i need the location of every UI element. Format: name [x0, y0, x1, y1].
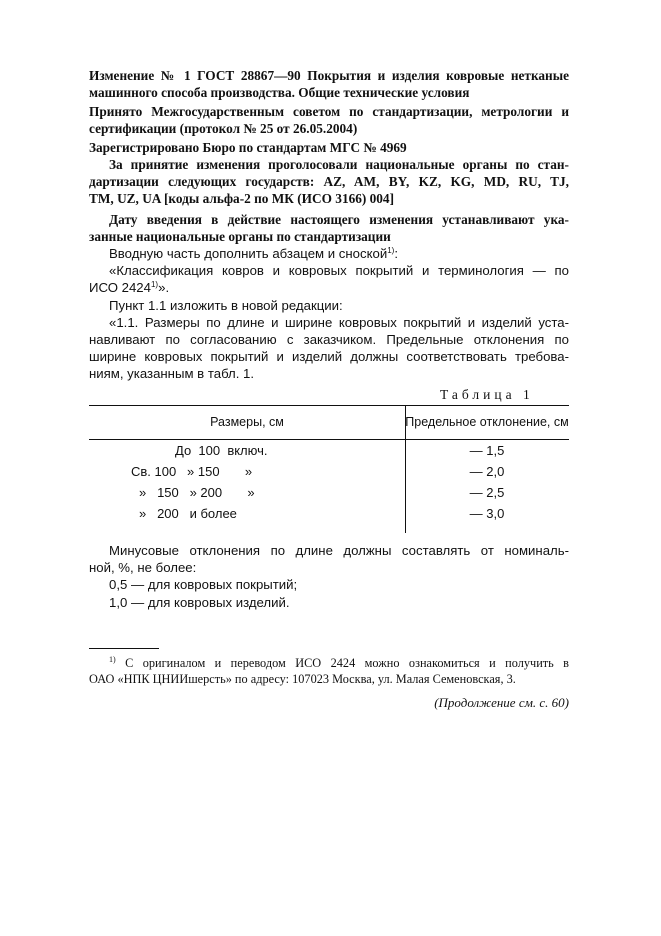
footnote	[89, 655, 569, 687]
intro-footnote-mark: 1)	[387, 246, 395, 255]
table-row-deviation: — 3,0	[469, 506, 505, 521]
registered-statement	[89, 139, 569, 156]
quote-line-2	[89, 279, 569, 296]
table-header-deviation: Предельное отклонение, см	[405, 415, 569, 429]
clause-line-2: навливают по согласованию с заказчиком. Предельные отклонения по	[89, 332, 569, 348]
intro-text: Вводную часть дополнить абзацем и сноской	[109, 246, 388, 261]
table-row-deviation: — 2,0	[469, 464, 505, 479]
adopted-line-1: Принято Межгосударственным советом по стандартизации, метрологии и	[89, 104, 569, 119]
table-row-size: Св. 100 » 150 »	[131, 464, 253, 479]
date-statement	[89, 211, 569, 245]
adopted-statement	[89, 103, 569, 137]
footnote-line-1	[89, 655, 569, 671]
intro-end: :	[394, 246, 399, 261]
date-line-1: Дату введения в действие настоящего изменения устанавливают ука-	[109, 212, 569, 227]
table-top-rule	[89, 405, 569, 406]
voted-line-3: TM, UZ, UA [коды альфа-2 по МК (ИСО 3166) 004]	[89, 191, 395, 207]
clause-intro: Пункт 1.1 изложить в новой редакции:	[109, 297, 343, 313]
intro-paragraph	[89, 245, 569, 262]
tolerance-line-1: Минусовые отклонения по длине должны составлять от номиналь-	[109, 543, 569, 558]
tolerance-line-2: ной, %, не более:	[89, 560, 197, 576]
amendment-title-line-2: машинного способа производства. Общие технические условия	[89, 85, 470, 101]
clause-line-3: ширине ковровых покрытий и изделий должны соответствовать требова-	[89, 349, 569, 365]
table-row-size: » 200 и более	[139, 506, 237, 521]
table-row-deviation: — 2,5	[469, 485, 505, 500]
quote-text: ИСО 2424	[89, 280, 151, 296]
tolerance-item-1: 0,5 — для ковровых покрытий;	[109, 577, 298, 593]
footnote-line-2: ОАО «НПК ЦНИИшерсть» по адресу: 107023 Москва, ул. Малая Семеновская, 3.	[89, 672, 516, 686]
table-header-size: Размеры, см	[210, 415, 284, 429]
amendment-title-line-1: Изменение № 1 ГОСТ 28867—90 Покрытия и изделия ковровые нетканые	[89, 68, 569, 83]
quote-end: ».	[158, 280, 170, 296]
date-line-2: занные национальные органы по стандартизации	[89, 229, 391, 245]
table-header-rule	[89, 439, 569, 440]
quote-line-1: «Классификация ковров и ковровых покрытий и терминология — по	[109, 263, 569, 279]
continuation-note: (Продолжение см. с. 60)	[434, 695, 569, 710]
voted-line-2: дартизации следующих государств: AZ, AM, BY, KZ, KG, MD, RU, TJ,	[89, 174, 569, 190]
table-row-deviation: — 1,5	[469, 443, 505, 458]
footnote-text-1: С оригиналом и переводом ИСО 2424 можно ознакомиться и получить в	[115, 656, 569, 670]
table-row-size: До 100 включ.	[175, 443, 268, 458]
clause-line-4: ниям, указанным в табл. 1.	[89, 366, 255, 382]
deviation-table	[89, 405, 569, 533]
voted-statement	[89, 156, 569, 208]
table-caption: Таблица 1	[440, 387, 534, 402]
voted-line-1: За принятие изменения проголосовали национальные органы по стан-	[109, 157, 569, 172]
registered-line: Зарегистрировано Бюро по стандартам МГС № 4969	[89, 140, 407, 155]
tolerance-text	[89, 542, 569, 611]
amendment-title	[89, 67, 569, 101]
quote-footnote-mark: 1)	[150, 280, 159, 290]
footnote-marker: 1)	[109, 655, 116, 664]
body-text	[89, 245, 569, 383]
table-row-size: » 150 » 200 »	[139, 485, 255, 500]
clause-line-1: «1.1. Размеры по длине и ширине ковровых покрытий и изделий уста-	[109, 314, 569, 330]
adopted-line-2: сертификации (протокол № 25 от 26.05.2004)	[89, 121, 358, 137]
tolerance-item-2: 1,0 — для ковровых изделий.	[109, 594, 290, 610]
footnote-rule	[89, 648, 159, 649]
